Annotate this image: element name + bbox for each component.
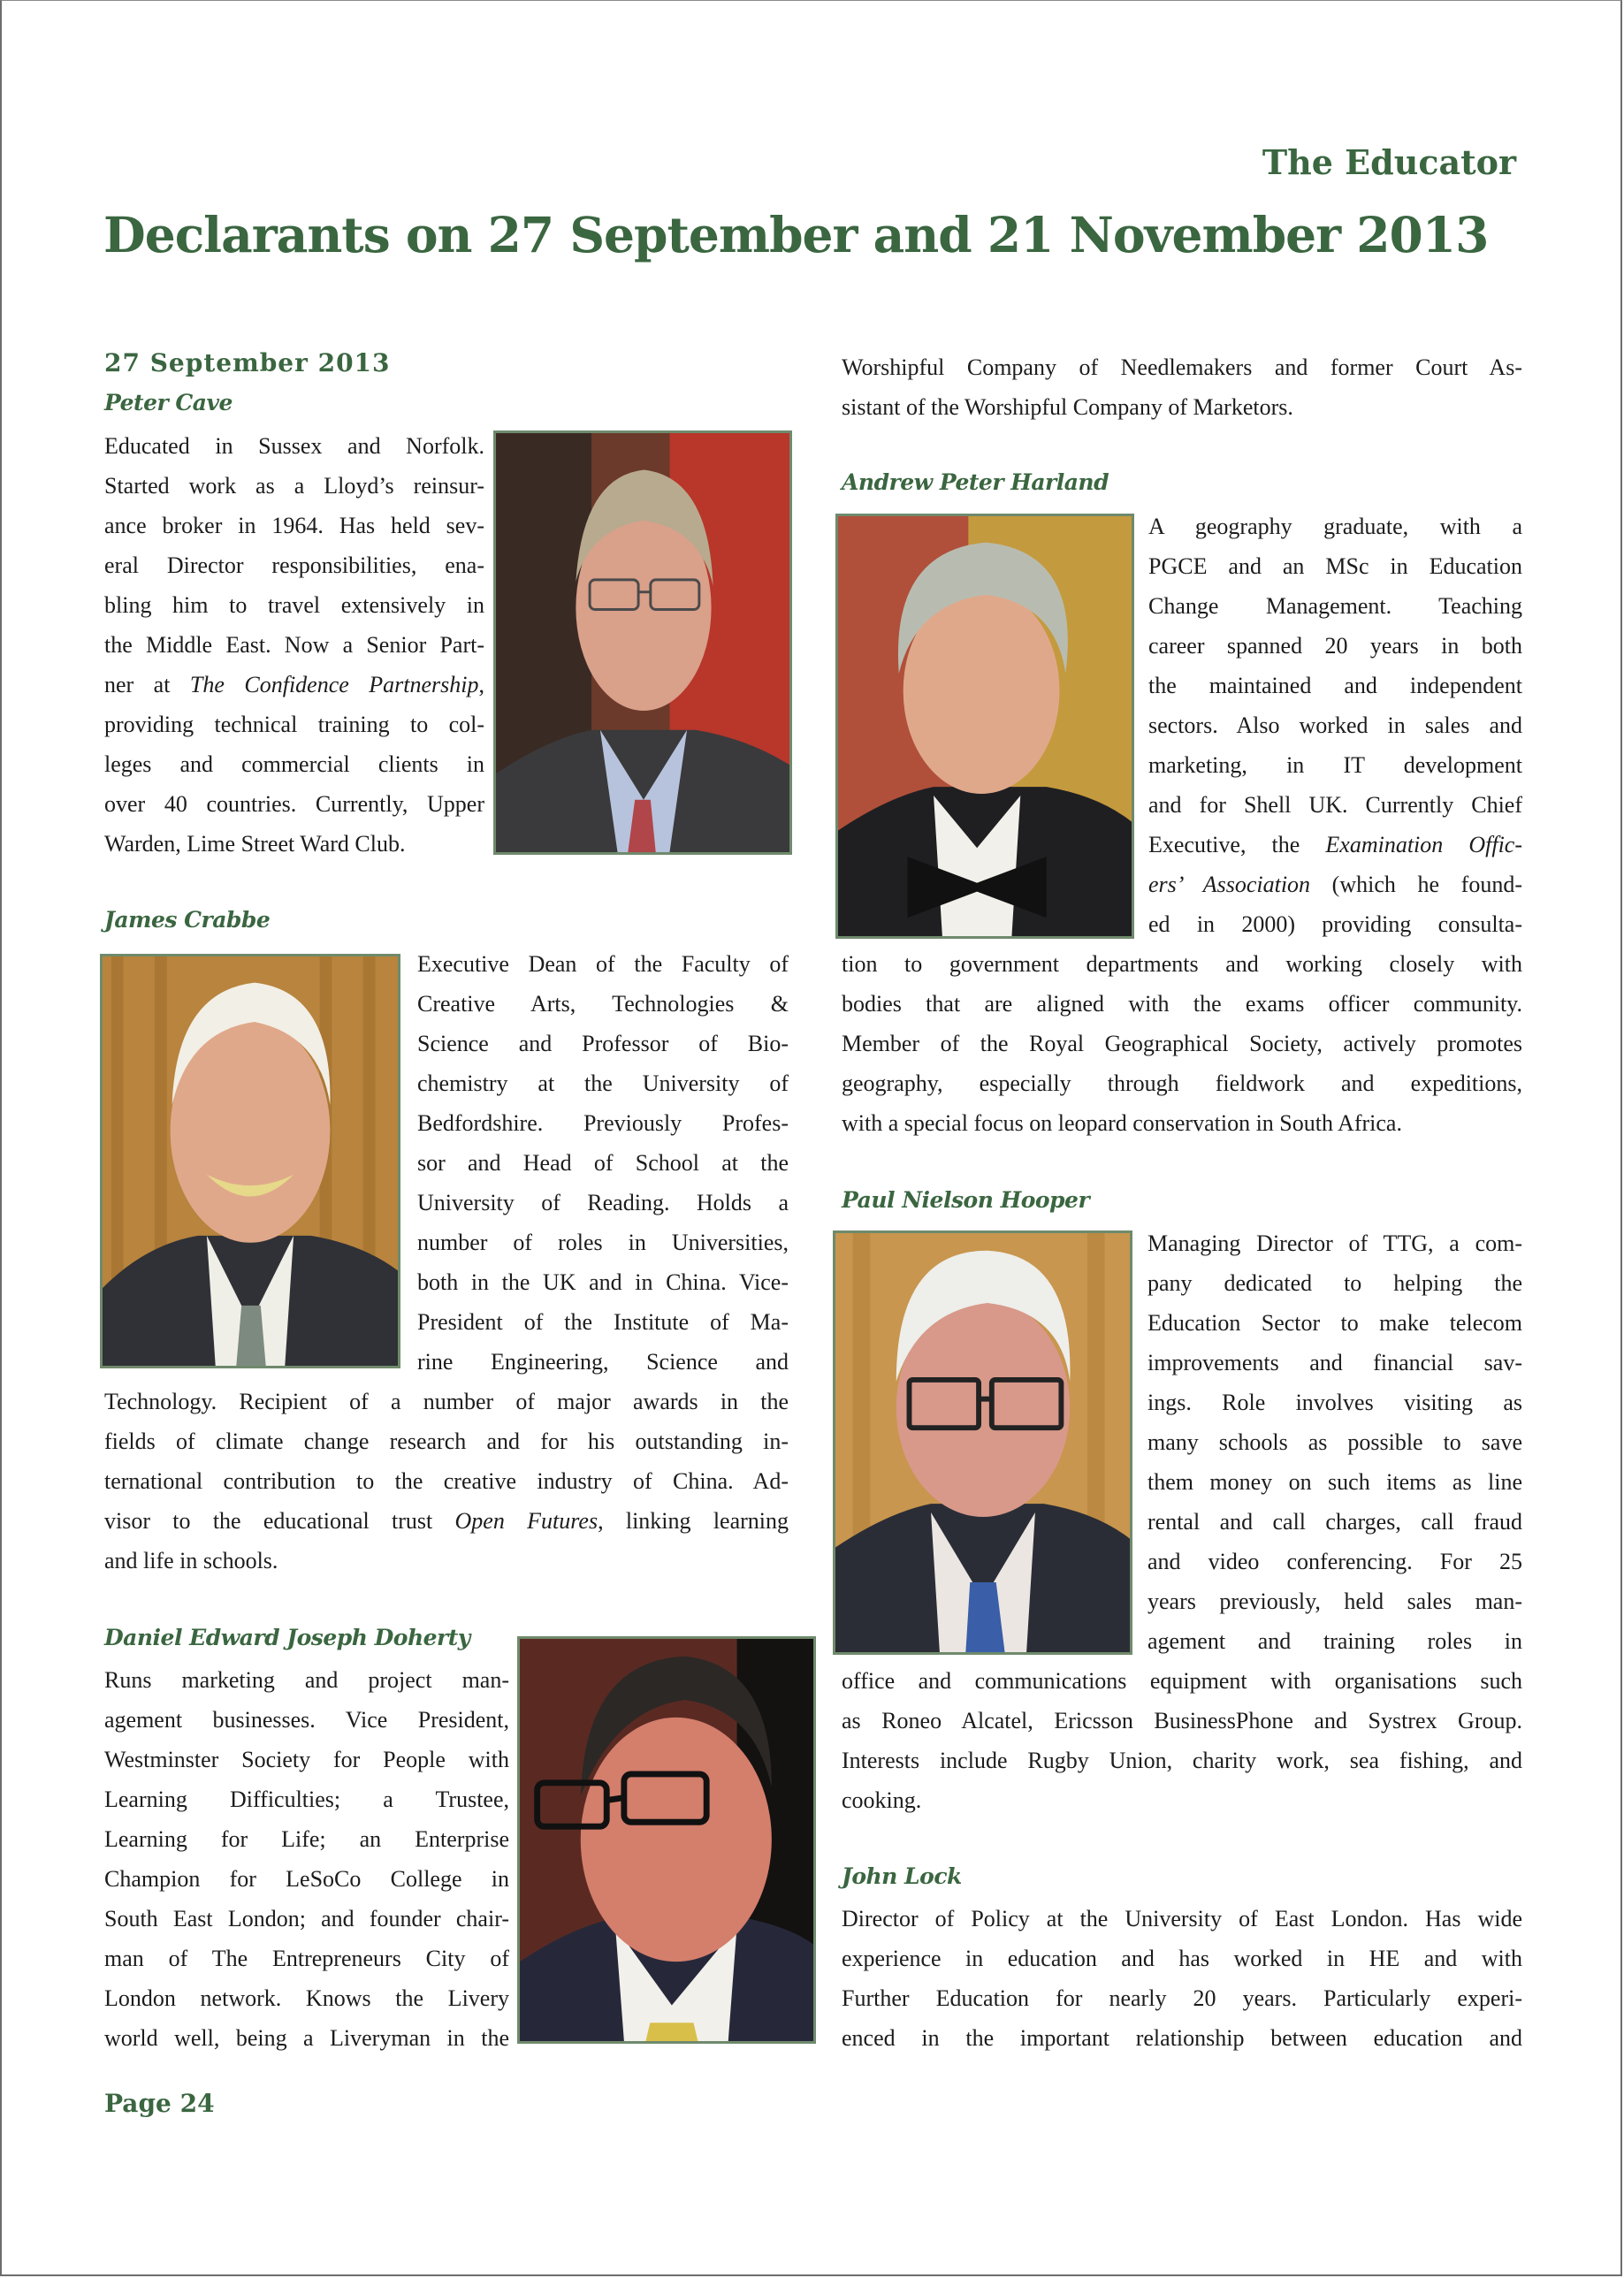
page-number: Page 24 [104, 2089, 215, 2118]
bio-line: ner at The Confidence Partnership, [104, 672, 484, 697]
bio-line: Executive Dean of the Faculty of [417, 951, 789, 977]
bio-line: Interests include Rugby Union, charity work, sea fishing, and [842, 1748, 1522, 1773]
bio-line: Executive, the Examination Offic- [1148, 832, 1522, 857]
declarant-bio-continued [104, 1382, 789, 1581]
portrait-illustration [496, 433, 789, 852]
declarant-bio [104, 1660, 509, 2058]
bio-line: ternational contribution to the creative industry of China. Ad- [104, 1468, 789, 1494]
bio-line: leges and commercial clients in [104, 751, 484, 777]
bio-line: as Roneo Alcatel, Ericsson BusinessPhone and Systrex Group. [842, 1708, 1522, 1733]
declarant-name: Daniel Edward Joseph Doherty [104, 1625, 470, 1650]
bio-line: pany dedicated to helping the [1147, 1270, 1522, 1296]
bio-line: and for Shell UK. Currently Chief [1148, 792, 1522, 818]
bio-line: years previously, held sales man- [1147, 1589, 1522, 1614]
bio-line: providing technical training to col- [104, 712, 484, 737]
bio-line: Science and Professor of Bio- [417, 1031, 789, 1056]
bio-line: over 40 countries. Currently, Upper [104, 791, 484, 817]
bio-line: Managing Director of TTG, a com- [1147, 1230, 1522, 1256]
bio-line: PGCE and an MSc in Education [1148, 553, 1522, 579]
bio-line: office and communications equipment with organisations such [842, 1668, 1522, 1694]
bio-line: Bedfordshire. Previously Profes- [417, 1110, 789, 1136]
declarant-name: James Crabbe [104, 907, 271, 933]
bio-line: Technology. Recipient of a number of major awards in the [104, 1389, 789, 1414]
running-head: The Educator [1262, 142, 1516, 182]
bio-line: the maintained and independent [1148, 673, 1522, 698]
portrait-illustration [835, 1233, 1130, 1652]
bio-line: President of the Institute of Ma- [417, 1309, 789, 1335]
bio-line: London network. Knows the Livery [104, 1985, 509, 2011]
bio-line: A geography graduate, with a [1148, 514, 1522, 539]
bio-line: ance broker in 1964. Has held sev- [104, 513, 484, 538]
section-date-heading: 27 September 2013 [104, 348, 391, 377]
bio-line: many schools as possible to save [1147, 1429, 1522, 1455]
bio-line: Warden, Lime Street Ward Club. [104, 831, 406, 857]
bio-line: fields of climate change research and for his outstanding in- [104, 1429, 789, 1454]
bio-line: ed in 2000) providing consulta- [1148, 911, 1522, 937]
bio-line: Creative Arts, Technologies & [417, 991, 789, 1017]
bio-line: ers’ Association (which he found- [1148, 872, 1522, 897]
declarant-bio-continued [842, 347, 1522, 427]
bio-line: Member of the Royal Geographical Society, actively promotes [842, 1031, 1522, 1056]
bio-line: career spanned 20 years in both [1148, 633, 1522, 659]
bio-line: South East London; and founder chair- [104, 1906, 509, 1931]
bio-line: chemistry at the University of [417, 1070, 789, 1096]
portrait-illustration [838, 516, 1132, 936]
bio-line: rine Engineering, Science and [417, 1349, 789, 1375]
declarant-bio [417, 944, 789, 1382]
page-title: Declarants on 27 September and 21 November 2013 [103, 206, 1489, 263]
bio-line: and life in schools. [104, 1548, 278, 1573]
bio-line: Worshipful Company of Needlemakers and former Court As- [842, 354, 1522, 380]
bio-line: sistant of the Worshipful Company of Marketors. [842, 394, 1293, 420]
bio-line: University of Reading. Holds a [417, 1190, 789, 1215]
portrait-illustration [103, 956, 398, 1366]
bio-line: cooking. [842, 1787, 922, 1813]
bio-line: Educated in Sussex and Norfolk. [104, 433, 484, 459]
declarant-bio [104, 426, 484, 864]
bio-line: them money on such items as line [1147, 1469, 1522, 1495]
portrait-photo [833, 1230, 1132, 1655]
bio-line: Champion for LeSoCo College in [104, 1866, 509, 1892]
bio-line: Director of Policy at the University of East London. Has wide [842, 1906, 1522, 1931]
bio-line: improvements and financial sav- [1147, 1350, 1522, 1375]
bio-line: ings. Role involves visiting as [1147, 1390, 1522, 1415]
bio-line: with a special focus on leopard conservation in South Africa. [842, 1110, 1402, 1136]
portrait-photo [517, 1636, 816, 2044]
bio-line: tion to government departments and working closely with [842, 951, 1522, 977]
declarant-name: Peter Cave [104, 390, 233, 415]
bio-line: Education Sector to make telecom [1147, 1310, 1522, 1336]
declarant-bio-continued [842, 944, 1522, 1143]
bio-line: sor and Head of School at the [417, 1150, 789, 1176]
declarant-name: Paul Nielson Hooper [842, 1187, 1090, 1213]
bio-line: sectors. Also worked in sales and [1148, 712, 1522, 738]
bio-line: agement and training roles in [1147, 1628, 1522, 1654]
bio-line: number of roles in Universities, [417, 1230, 789, 1255]
bio-line: and video conferencing. For 25 [1147, 1549, 1522, 1574]
bio-line: experience in education and has worked in HE and with [842, 1946, 1522, 1971]
bio-line: agement businesses. Vice President, [104, 1707, 509, 1733]
bio-line: both in the UK and in China. Vice- [417, 1269, 789, 1295]
portrait-photo [100, 954, 400, 1368]
portrait-illustration [520, 1639, 813, 2041]
bio-line: rental and call charges, call fraud [1147, 1509, 1522, 1535]
bio-line: man of The Entrepreneurs City of [104, 1946, 509, 1971]
bio-line: Learning for Life; an Enterprise [104, 1826, 509, 1852]
bio-line: geography, especially through fieldwork and expeditions, [842, 1070, 1522, 1096]
declarant-bio [1147, 1223, 1522, 1661]
bio-line: world well, being a Liveryman in the [104, 2025, 509, 2051]
bio-line: Change Management. Teaching [1148, 593, 1522, 619]
bio-line: Westminster Society for People with [104, 1747, 509, 1772]
bio-line: Started work as a Lloyd’s reinsur- [104, 473, 484, 499]
bio-line: Runs marketing and project man- [104, 1667, 509, 1693]
bio-line: Further Education for nearly 20 years. Particularly experi- [842, 1985, 1522, 2011]
portrait-photo [493, 430, 792, 855]
bio-line: bodies that are aligned with the exams officer community. [842, 991, 1522, 1017]
bio-line: enced in the important relationship between education and [842, 2025, 1522, 2051]
declarant-bio [842, 1899, 1522, 2058]
declarant-bio [1148, 507, 1522, 944]
declarant-name: Andrew Peter Harland [842, 469, 1109, 495]
bio-line: Learning Difficulties; a Trustee, [104, 1787, 509, 1812]
declarant-name: John Lock [842, 1863, 962, 1889]
bio-line: marketing, in IT development [1148, 752, 1522, 778]
portrait-photo [835, 514, 1134, 939]
bio-line: visor to the educational trust Open Futures, linking learning [104, 1508, 789, 1534]
bio-line: eral Director responsibilities, ena- [104, 552, 484, 578]
bio-line: bling him to travel extensively in [104, 592, 484, 618]
bio-line: the Middle East. Now a Senior Part- [104, 632, 484, 658]
declarant-bio-continued [842, 1661, 1522, 1820]
